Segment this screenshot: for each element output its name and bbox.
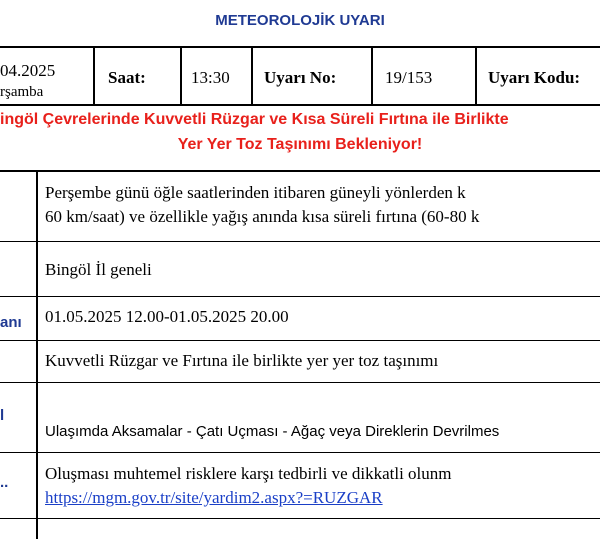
description-line-2: 60 km/saat) ve özellikle yağış anında kısa süreli fırtına (60-80 k xyxy=(45,207,480,226)
document-title: METEOROLOJİK UYARI xyxy=(215,12,385,29)
header-bottom-border xyxy=(0,104,600,106)
header-divider-3 xyxy=(251,46,253,106)
event-value: Kuvvetli Rüzgar ve Fırtına ile birlikte yer yer toz taşınımı xyxy=(45,351,439,370)
details-row-6-bottom xyxy=(0,518,600,519)
warning-no-label: Uyarı No: xyxy=(264,68,337,87)
details-row-5-bottom xyxy=(0,452,600,453)
warning-headline-line1: ingöl Çevrelerinde Kuvvetli Rüzgar ve Kısa Süreli Fırtına ile Birlikte xyxy=(0,111,509,128)
impact-row-label: l xyxy=(0,407,5,424)
advice-text: Oluşması muhtemel risklere karşı tedbirli ve dikkatli olunm xyxy=(45,464,452,483)
header-divider-4 xyxy=(371,46,373,106)
warning-no-value: 19/153 xyxy=(385,68,433,87)
area-value: Bingöl İl geneli xyxy=(45,260,152,279)
advice-link[interactable]: https://mgm.gov.tr/site/yardim2.aspx?=RUZGAR xyxy=(45,488,383,507)
header-divider-1 xyxy=(93,46,95,106)
warning-headline-line2: Yer Yer Toz Taşınımı Bekleniyor! xyxy=(177,136,423,153)
details-row-3-bottom xyxy=(0,340,600,341)
details-column-divider xyxy=(36,170,38,539)
advice-row-label: .. xyxy=(0,474,9,491)
header-divider-5 xyxy=(475,46,477,106)
impact-value: Ulaşımda Aksamalar - Çatı Uçması - Ağaç veya Direklerin Devrilmes xyxy=(45,423,500,440)
header-date: 04.2025 xyxy=(0,61,56,80)
description-line-1: Perşembe günü öğle saatlerinden itibaren güneyli yönlerden k xyxy=(45,183,466,202)
header-divider-2 xyxy=(180,46,182,106)
time-value: 13:30 xyxy=(191,68,230,87)
header-day: rşamba xyxy=(0,84,44,100)
details-row-2-bottom xyxy=(0,296,600,297)
advice-link-wrapper xyxy=(45,488,383,508)
details-top-border xyxy=(0,170,600,172)
warning-code-label: Uyarı Kodu: xyxy=(488,68,581,87)
time-row-label: anı xyxy=(0,314,22,331)
time-range-value: 01.05.2025 12.00-01.05.2025 20.00 xyxy=(45,307,289,326)
details-row-1-bottom xyxy=(0,241,600,242)
details-row-4-bottom xyxy=(0,382,600,383)
time-label: Saat: xyxy=(108,68,146,87)
header-top-border xyxy=(0,46,600,48)
